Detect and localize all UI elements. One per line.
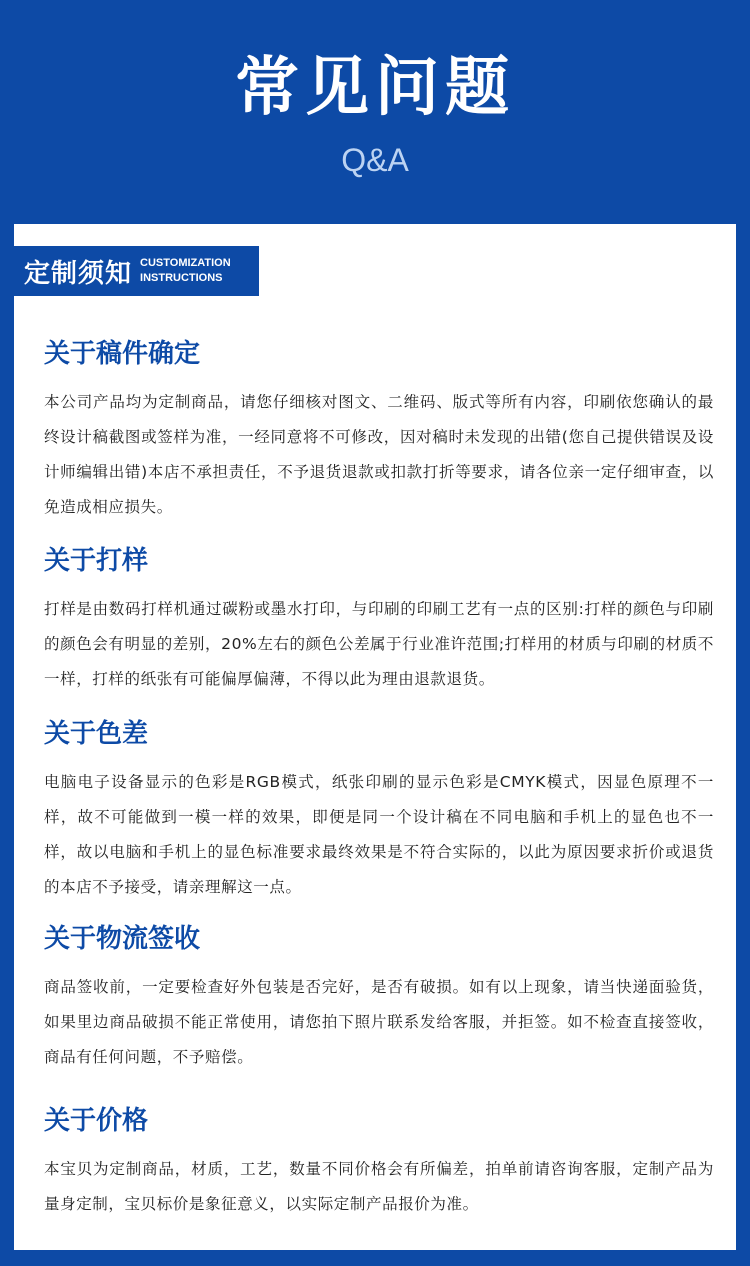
faq-section-delivery [44,922,714,1075]
faq-section-color-difference [44,717,714,905]
faq-section-title: 关于价格 [44,1106,149,1136]
faq-section-proofing [44,544,714,697]
badge-subtitle-line2: INSTRUCTIONS [140,272,223,284]
badge-subtitle [140,256,231,286]
faq-section-manuscript [44,337,714,525]
content-card [14,224,736,1250]
page-subtitle: Q&A [341,142,409,178]
faq-section-title: 关于物流签收 [44,924,201,954]
faq-section-body: 本公司产品均为定制商品，请您仔细核对图文、二维码、版式等所有内容，印刷依您确认的最终设计稿截图或签样为准，一经同意将不可修改，因对稿时未发现的出错(您自己提供错误及设计师编辑出错)本店不承担责任，不予退货退款或扣款打折等要求，请各位亲一定仔细审查，以免造成相应损失。 [44,393,714,516]
faq-section-title: 关于色差 [44,719,149,749]
page-header [0,0,750,224]
section-badge [14,246,259,296]
badge-subtitle-line1: CUSTOMIZATION [140,257,231,269]
faq-section-body: 商品签收前，一定要检查好外包装是否完好，是否有破损。如有以上现象，请当快递面验货，如果里边商品破损不能正常使用，请您拍下照片联系发给客服，并拒签。如不检查直接签收，商品有任何问题，不予赔偿。 [44,978,714,1066]
faq-section-title: 关于稿件确定 [44,339,201,369]
badge-title: 定制须知 [24,258,133,289]
faq-section-body: 打样是由数码打样机通过碳粉或墨水打印，与印刷的印刷工艺有一点的区别:打样的颜色与印刷的颜色会有明显的差别，20%左右的颜色公差属于行业准许范围;打样用的材质与印刷的材质不一样，打样的纸张有可能偏厚偏薄，不得以此为理由退款退货。 [44,600,714,688]
faq-section-price [44,1104,714,1222]
faq-section-title: 关于打样 [44,546,149,576]
faq-section-body: 电脑电子设备显示的色彩是RGB模式，纸张印刷的显示色彩是CMYK模式，因显色原理不一样，故不可能做到一模一样的效果，即便是同一个设计稿在不同电脑和手机上的显色也不一样，故以电脑和手机上的显色标准要求最终效果是不符合实际的，以此为原因要求折价或退货的本店不予接受，请亲理解这一点。 [44,773,714,896]
faq-section-body: 本宝贝为定制商品，材质，工艺，数量不同价格会有所偏差，拍单前请咨询客服，定制产品为量身定制，宝贝标价是象征意义，以实际定制产品报价为准。 [44,1160,714,1213]
page-title: 常见问题 [235,51,515,125]
